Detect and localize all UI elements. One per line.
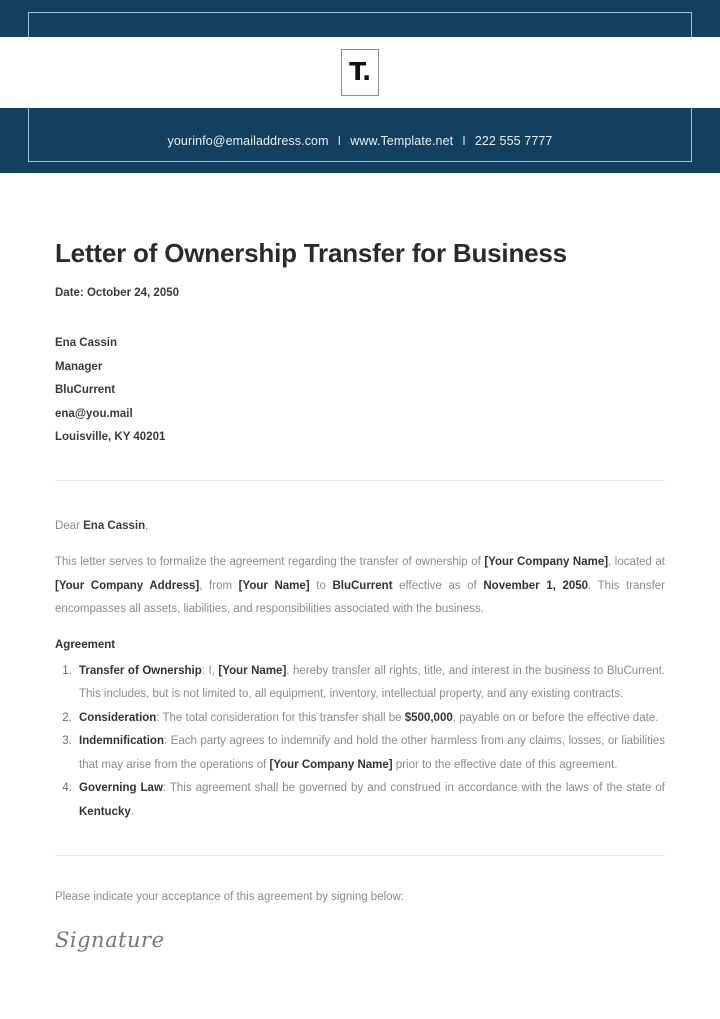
template-logo-icon: [341, 49, 379, 96]
term-text-2: , hereby transfer all rights, title, and interest in the business to BluCurrent. This includes, but is not limited to, all equipment, inventory, intellectual property, and any existing contracts.: [79, 664, 665, 701]
term-label: Governing Law: [79, 782, 163, 795]
term-label: Transfer of Ownership: [79, 664, 202, 677]
contact-info: [168, 134, 553, 148]
term-bold-1: [Your Company Name]: [269, 758, 393, 771]
intro-text-5: effective as of: [392, 579, 484, 592]
page-title: Letter of Ownership Transfer for Business: [55, 238, 567, 268]
salutation-suffix: ,: [145, 519, 149, 532]
intro-name-placeholder: [Your Name]: [238, 579, 310, 592]
term-label: Indemnification: [79, 735, 164, 748]
document-body: [0, 173, 720, 952]
intro-address-placeholder: [Your Company Address]: [55, 579, 200, 592]
term-text-2: prior to the effective date of this agreement.: [392, 758, 618, 771]
term-bold-1: [Your Name]: [218, 664, 287, 677]
contact-separator-1: I: [337, 133, 342, 148]
contact-email[interactable]: yourinfo@emailaddress.com: [167, 133, 329, 148]
contact-website[interactable]: www.Template.net: [350, 133, 454, 148]
recipient-address-block: [55, 299, 665, 450]
list-item: [75, 730, 665, 777]
salutation-prefix: Dear: [55, 519, 84, 532]
term-text-1: : Each party agrees to indemnify and hold the other harmless from any claims, losses, or liabilities that may arise from the operations of: [79, 735, 665, 771]
signature-line: Signature: [55, 928, 165, 953]
term-text-2: , payable on or before the effective date.: [452, 711, 659, 724]
recipient-email: ena@you.mail: [55, 407, 133, 420]
logo-glyph: T.: [349, 57, 371, 86]
intro-text-4: to: [309, 579, 333, 592]
intro-text-2: , located at: [608, 556, 665, 569]
contact-phone[interactable]: 222 555 7777: [474, 133, 553, 148]
logo-band: [0, 37, 720, 108]
intro-text-1: This letter serves to formalize the agreement regarding the transfer of ownership of: [55, 556, 485, 569]
salutation: [55, 481, 665, 538]
contact-separator-2: I: [462, 133, 466, 148]
term-bold-1: Kentucky: [79, 805, 131, 818]
salutation-name: Ena Cassin: [83, 519, 146, 532]
term-bold-1: $500,000: [404, 711, 453, 724]
intro-text-6: . This transfer encompasses all assets, liabilities, and responsibilities associated with the business.: [55, 579, 665, 616]
intro-company-placeholder: [Your Company Name]: [484, 556, 609, 569]
recipient-name: Ena Cassin: [55, 337, 117, 350]
term-text-1: : The total consideration for this transfer shall be: [156, 711, 405, 724]
list-item: [75, 660, 665, 707]
list-item: [75, 707, 665, 731]
list-item: [75, 777, 665, 824]
term-label: Consideration: [79, 711, 157, 724]
contact-bar: [0, 108, 720, 173]
recipient-company: BluCurrent: [55, 384, 116, 397]
letterhead: [0, 0, 720, 173]
term-text-1: : This agreement shall be governed by and construed in accordance with the laws of the state of: [162, 782, 665, 795]
intro-paragraph: [55, 549, 665, 622]
intro-effective-date: November 1, 2050: [483, 579, 589, 592]
agreement-terms-list: [55, 658, 665, 825]
recipient-title: Manager: [55, 360, 103, 373]
closing-instruction: Please indicate your acceptance of this agreement by signing below:: [55, 891, 405, 904]
term-text-2: .: [130, 805, 134, 818]
intro-transferee: BluCurrent: [332, 579, 393, 592]
term-text-1: : I,: [201, 664, 219, 677]
agreement-heading: Agreement: [55, 639, 116, 652]
recipient-location: Louisville, KY 40201: [55, 431, 166, 444]
intro-text-3: , from: [199, 579, 239, 592]
document-date: Date: October 24, 2050: [55, 287, 180, 300]
